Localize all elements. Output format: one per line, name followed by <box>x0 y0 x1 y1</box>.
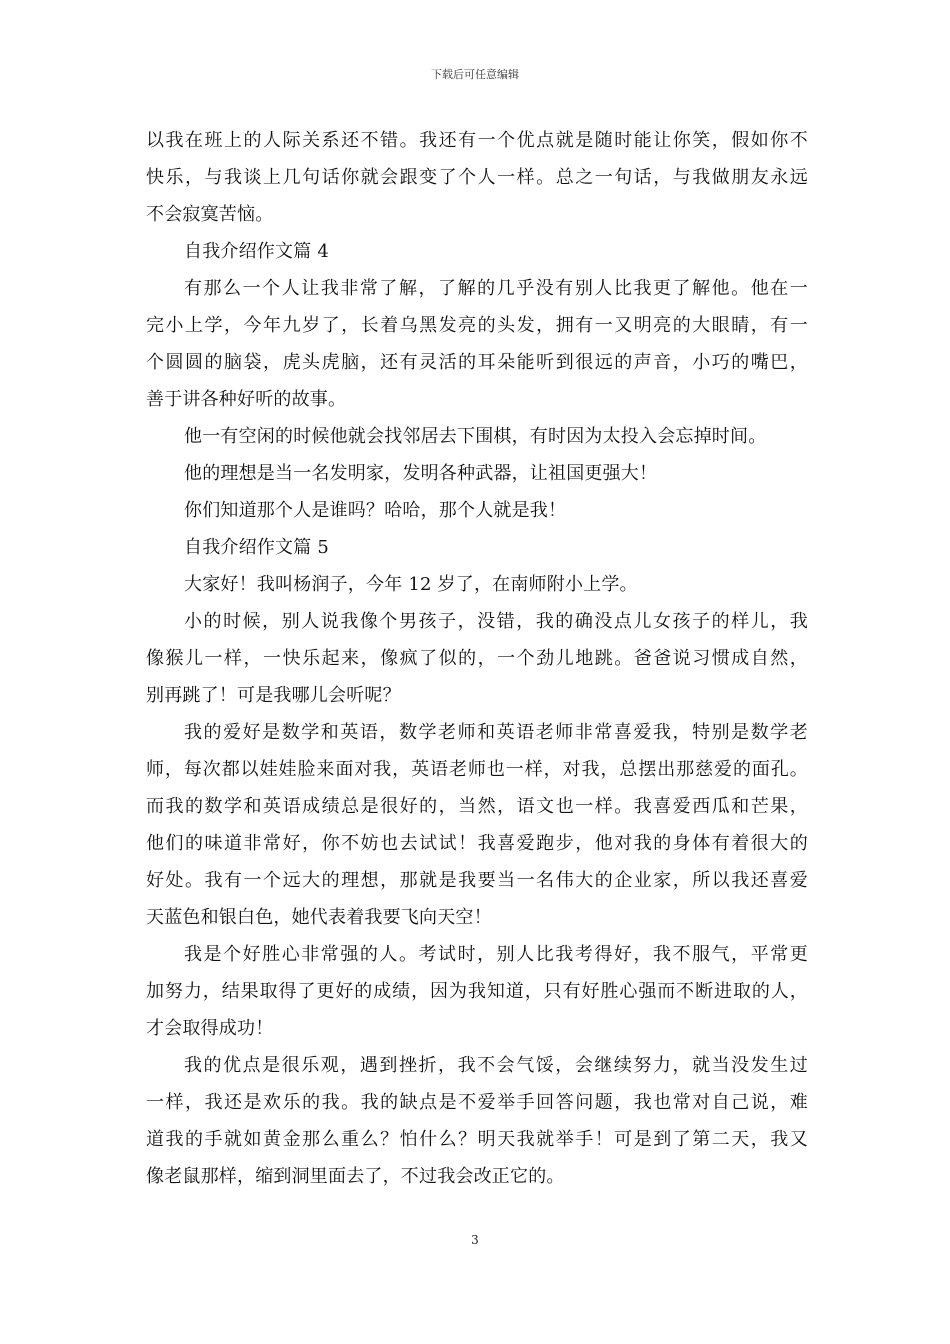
text-line: 加努力，结果取得了更好的成绩，因为我知道，只有好胜心强而不断进取的人， <box>146 981 808 1002</box>
text-line: 小的时候，别人说我像个男孩子，没错，我的确没点儿女孩子的样儿，我 <box>184 611 808 632</box>
text-line: 才会取得成功！ <box>146 1018 274 1039</box>
text-line: 他一有空闲的时候他就会找邻居去下围棋，有时因为太投入会忘掉时间。 <box>184 426 767 447</box>
text-line: 不会寂寞苦恼。 <box>146 204 274 225</box>
text-line: 别再跳了！可是我哪儿会听呢？ <box>146 685 401 706</box>
text-line: 我是个好胜心非常强的人。考试时，别人比我考得好，我不服气，平常更 <box>184 944 808 965</box>
text-line: 我的爱好是数学和英语，数学老师和英语老师非常喜爱我，特别是数学老 <box>184 722 808 743</box>
text-line: 而我的数学和英语成绩总是很好的，当然，语文也一样。我喜爱西瓜和芒果， <box>146 796 808 817</box>
text-line: 个圆圆的脑袋，虎头虎脑，还有灵活的耳朵能听到很远的声音，小巧的嘴巴， <box>146 352 808 373</box>
page-header: 下载后可任意编辑 <box>431 68 519 81</box>
text-line: 他的理想是当一名发明家，发明各种武器，让祖国更强大！ <box>184 463 658 484</box>
text-line: 有那么一个人让我非常了解，了解的几乎没有别人比我更了解他。他在一 <box>184 278 808 299</box>
text-line: 大家好！我叫杨润子，今年 12 岁了，在南师附小上学。 <box>184 574 638 595</box>
section-heading: 自我介绍作文篇 4 <box>184 241 329 262</box>
text-line: 完小上学，今年九岁了，长着乌黑发亮的头发，拥有一又明亮的大眼睛，有一 <box>146 315 808 336</box>
text-line: 像猴儿一样，一快乐起来，像疯了似的，一个劲儿地跳。爸爸说习惯成自然， <box>146 648 808 669</box>
text-line: 像老鼠那样，缩到洞里面去了，不过我会改正它的。 <box>146 1166 565 1187</box>
text-line: 好处。我有一个远大的理想，那就是我要当一名伟大的企业家，所以我还喜爱 <box>146 870 808 891</box>
text-line: 他们的味道非常好，你不妨也去试试！我喜爱跑步，他对我的身体有着很大的 <box>146 833 808 854</box>
page-number: 3 <box>471 1233 479 1247</box>
document-body <box>146 122 808 1195</box>
text-line: 以我在班上的人际关系还不错。我还有一个优点就是随时能让你笑，假如你不 <box>146 130 808 151</box>
text-line: 师，每次都以娃娃脸来面对我，英语老师也一样，对我，总摆出那慈爱的面孔。 <box>146 759 808 780</box>
text-line: 天蓝色和银白色，她代表着我要飞向天空！ <box>146 907 492 928</box>
text-line: 快乐，与我谈上几句话你就会跟变了个人一样。总之一句话，与我做朋友永远 <box>146 167 808 188</box>
text-line: 你们知道那个人是谁吗？哈哈，那个人就是我！ <box>184 500 567 521</box>
text-line: 善于讲各种好听的故事。 <box>146 389 347 410</box>
text-line: 道我的手就如黄金那么重么？怕什么？明天我就举手！可是到了第二天，我又 <box>146 1129 808 1150</box>
text-line: 我的优点是很乐观，遇到挫折，我不会气馁，会继续努力，就当没发生过 <box>184 1055 808 1076</box>
text-line: 一样，我还是欢乐的我。我的缺点是不爱举手回答问题，我也常对自己说，难 <box>146 1092 808 1113</box>
section-heading: 自我介绍作文篇 5 <box>184 537 329 558</box>
